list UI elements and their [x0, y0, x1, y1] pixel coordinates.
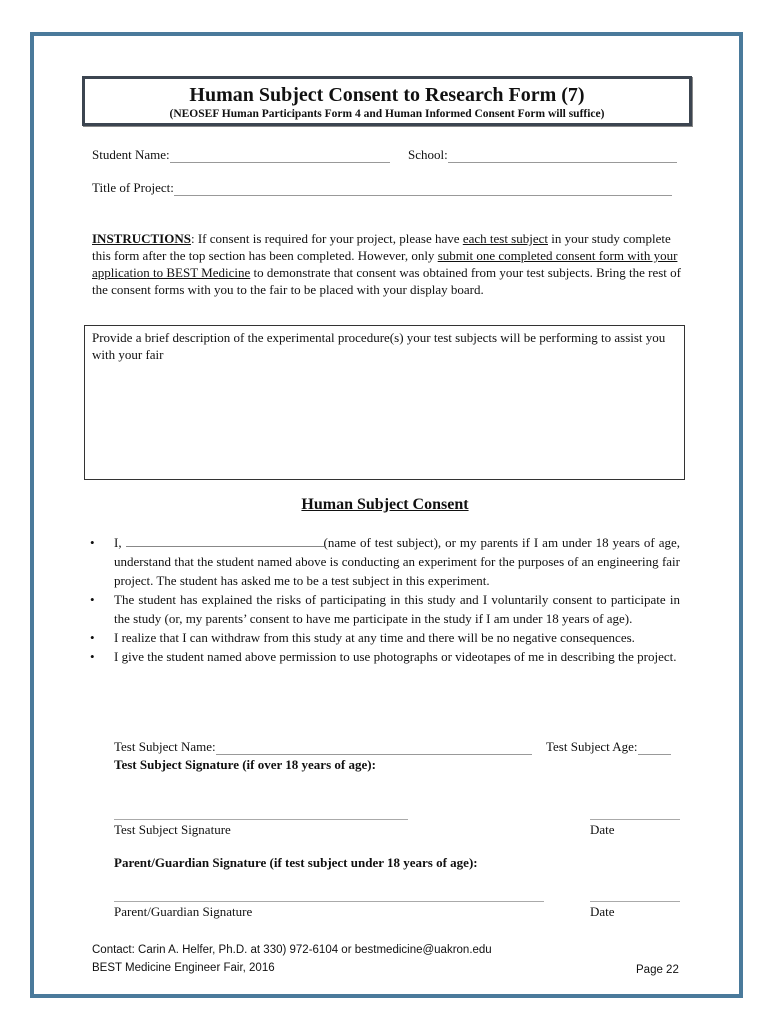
- bullet-icon: •: [90, 535, 95, 550]
- page-border: [30, 32, 743, 998]
- test-subject-name-blank[interactable]: [126, 534, 324, 547]
- bullet-icon: •: [90, 649, 95, 664]
- list-item: [88, 533, 680, 590]
- test-subject-age-input[interactable]: [638, 742, 671, 755]
- guardian-date-label: Date: [590, 904, 615, 919]
- instructions-emphasis-submit: submit one completed consent form with your application to BEST Medicine: [92, 248, 678, 280]
- bullet-text: I give the student named above permission to use photographs or videotapes of me in describing the project.: [114, 649, 677, 664]
- page-subtitle: (NEOSEF Human Participants Form 4 and Human Informed Consent Form will suffice): [169, 108, 605, 120]
- project-title-input[interactable]: [174, 183, 672, 196]
- instructions: [92, 230, 682, 298]
- footer-contact: Contact: Carin A. Helfer, Ph.D. at 330) 972-6104 or bestmedicine@uakron.edu: [92, 944, 492, 956]
- student-name-field: [92, 147, 390, 163]
- consent-heading: Human Subject Consent: [301, 496, 469, 513]
- instructions-heading: INSTRUCTIONS: [92, 231, 191, 246]
- subject-date-line[interactable]: [590, 818, 680, 820]
- list-item: [88, 647, 680, 666]
- page-title: Human Subject Consent to Research Form (7): [189, 84, 585, 106]
- guardian-date-line[interactable]: [590, 900, 680, 902]
- test-subject-name-field: [114, 739, 532, 755]
- consent-list: [88, 533, 680, 666]
- bullet-icon: •: [90, 630, 95, 645]
- test-subject-name-label: Test Subject Name:: [114, 739, 216, 754]
- bullet-text: I,: [114, 535, 126, 550]
- project-title-label: Title of Project:: [92, 180, 174, 195]
- test-subject-age-label: Test Subject Age:: [546, 739, 638, 754]
- test-subject-name-input[interactable]: [216, 742, 532, 755]
- subject-signature-line[interactable]: [114, 818, 408, 820]
- bullet-text: (name of test subject), or my parents if I am under 18 years of age, understand that the student named above is conducting an experiment for the purposes of an engineering fair project. The student has asked me to be a test subject in this experiment.: [114, 535, 680, 588]
- guardian-signature-line[interactable]: [114, 900, 544, 902]
- subject-signature-heading: Test Subject Signature (if over 18 years of age):: [114, 757, 376, 772]
- instructions-text: in your study complete this form after the top section has been completed. However, only: [92, 231, 671, 263]
- instructions-text: : If consent is required for your project, please have: [190, 231, 463, 246]
- school-input[interactable]: [448, 150, 677, 163]
- guardian-signature-heading: Parent/Guardian Signature (if test subject under 18 years of age):: [114, 855, 478, 870]
- school-label: School:: [408, 147, 448, 162]
- subject-signature-label: Test Subject Signature: [114, 822, 231, 837]
- bullet-text: The student has explained the risks of participating in this study and I voluntarily consent to participate in the study (or, my parents’ consent to have me participate in the study if I am under 18 years of age).: [114, 592, 680, 626]
- list-item: [88, 590, 680, 628]
- guardian-signature-label: Parent/Guardian Signature: [114, 904, 253, 919]
- instructions-text: to demonstrate that consent was obtained from your test subjects. Bring the rest of the consent forms with you to the fair to be placed with your display board.: [92, 265, 681, 297]
- footer-event: BEST Medicine Engineer Fair, 2016: [92, 962, 275, 974]
- page-number: Page 22: [636, 964, 679, 976]
- bullet-text: I realize that I can withdraw from this study at any time and there will be no negative consequences.: [114, 630, 635, 645]
- title-box: [82, 76, 692, 126]
- school-field: [408, 147, 677, 163]
- bullet-icon: •: [90, 592, 95, 607]
- instructions-emphasis-subject: each test subject: [462, 231, 548, 246]
- procedure-description-box[interactable]: [84, 325, 685, 480]
- procedure-description-prompt: Provide a brief description of the experimental procedure(s) your test subjects will be performing to assist you with your fair: [92, 330, 666, 362]
- student-name-label: Student Name:: [92, 147, 170, 162]
- list-item: [88, 628, 680, 647]
- test-subject-age-field: [546, 739, 671, 755]
- project-title-field: [92, 180, 672, 196]
- student-name-input[interactable]: [170, 150, 390, 163]
- subject-date-label: Date: [590, 822, 615, 837]
